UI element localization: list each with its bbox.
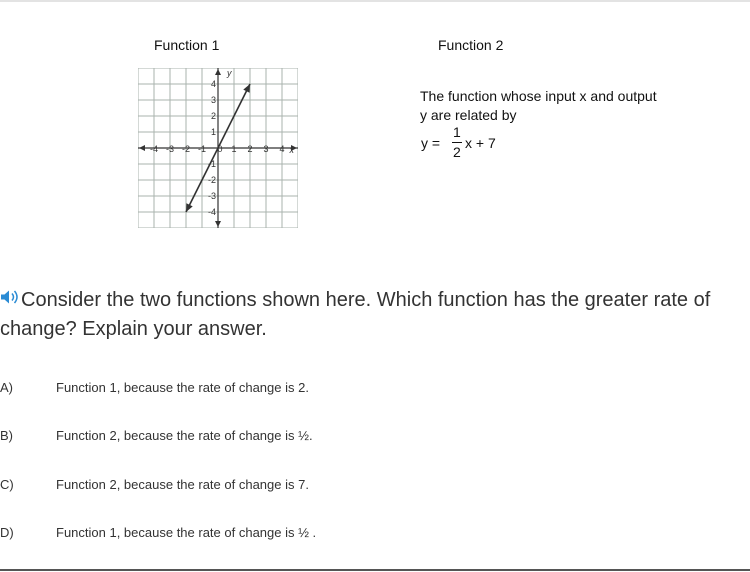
y-tick-label: 2 [210,111,216,121]
function-1-title: Function 1 [154,37,220,53]
top-divider [0,0,750,2]
y-tick-label: -4 [207,207,216,217]
function-1-graph [138,68,298,228]
y-axis-label: y [227,68,232,78]
choice-text: Function 1, because the rate of change is 2. [56,380,309,395]
x-axis-label: x [289,145,294,155]
x-tick-label: 3 [263,144,269,154]
function-2-description: The function whose input x and output y are related by [420,88,657,123]
x-tick-label: -1 [197,144,207,154]
equation-denominator: 2 [453,144,461,160]
y-axis-arrow [215,221,221,227]
function-2-title: Function 2 [438,37,504,53]
x-axis-arrow [139,145,145,151]
choice-text: Function 2, because the rate of change is ½. [56,428,313,443]
equation-numerator: 1 [453,124,461,140]
y-tick-label: 1 [210,127,216,137]
choice-letter: A) [0,380,13,395]
x-tick-label: 0 [217,144,223,154]
graph-tick-labels [150,68,295,217]
y-tick-label: 3 [210,95,216,105]
x-tick-label: -3 [165,144,175,154]
equation-rest: x + 7 [465,135,496,151]
choice-text: Function 2, because the rate of change is 7. [56,477,309,492]
choice-letter: B) [0,428,13,443]
fraction-bar [452,142,462,143]
y-tick-label: -3 [207,191,216,201]
bottom-divider [0,569,750,571]
y-tick-label: 4 [210,79,216,89]
y-tick-label: -2 [207,175,216,185]
y-axis-arrow [215,69,221,75]
choice-letter: C) [0,477,14,492]
x-tick-label: -2 [181,144,191,154]
x-tick-label: -4 [149,144,159,154]
equation-lhs: y = [421,135,441,151]
y-tick-label: -1 [207,159,216,169]
x-tick-label: 1 [231,144,237,154]
choice-letter: D) [0,525,14,540]
x-tick-label: 2 [247,144,253,154]
question-text: Consider the two functions shown here. Which function has the greater rate of change? Explain your answer. [0,289,711,340]
x-tick-label: 4 [279,144,285,154]
choice-text: Function 1, because the rate of change is ½ . [56,525,317,540]
